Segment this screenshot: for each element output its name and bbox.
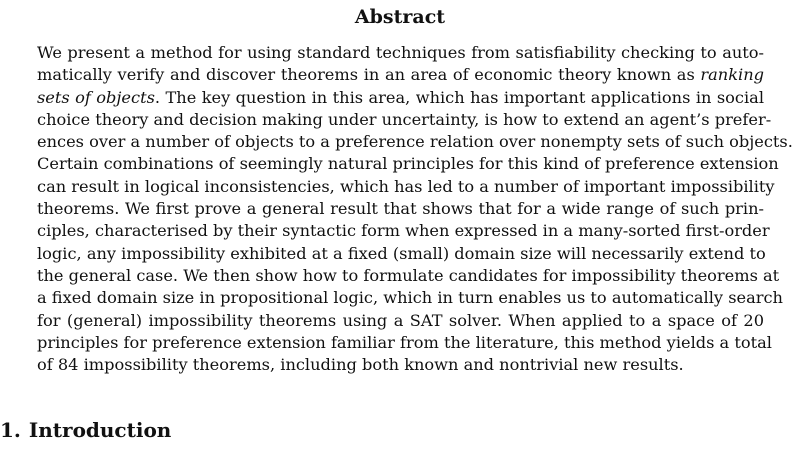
italic-term: ranking — [700, 65, 764, 85]
abstract-line: the general case. We then show how to formulate candidates for impossibility theorems at — [37, 265, 780, 285]
section-heading-introduction — [0, 416, 171, 444]
section-number: 1. — [0, 418, 21, 442]
abstract-line: a fixed domain size in propositional logic, which in turn enables us to automatically search — [37, 288, 783, 308]
section-title: Introduction — [28, 418, 172, 442]
abstract-line: can result in logical inconsistencies, which has led to a number of important impossibility — [37, 176, 775, 196]
abstract-line: ciples, characterised by their syntactic form when expressed in a many-sorted first-order — [37, 221, 770, 241]
abstract-line: We present a method for using standard techniques from satisfiability checking to auto- — [37, 43, 764, 62]
abstract-line: ences over a number of objects to a preference relation over nonempty sets of such objects. — [37, 132, 793, 152]
abstract-line: logic, any impossibility exhibited at a fixed (small) domain size will necessarily extend to — [37, 243, 766, 263]
italic-term: sets of objects — [37, 87, 155, 107]
abstract-line: of 84 impossibility theorems, including both known and nontrivial new results. — [37, 355, 684, 375]
abstract-line: matically verify and discover theorems in an area of economic theory known as ranking — [37, 65, 764, 85]
abstract-line: sets of objects. The key question in this area, which has important applications in social — [37, 87, 764, 107]
abstract-line: theorems. We first prove a general result that shows that for a wide range of such prin- — [37, 199, 764, 219]
abstract-line: for (general) impossibility theorems using a SAT solver. When applied to a space of 20 — [37, 310, 764, 330]
abstract-line: principles for preference extension familiar from the literature, this method yields a total — [37, 332, 772, 352]
abstract-line: Certain combinations of seemingly natural principles for this kind of preference extension — [37, 154, 779, 174]
abstract-heading: Abstract — [354, 6, 446, 28]
abstract-line: choice theory and decision making under uncertainty, is how to extend an agent’s prefer- — [37, 109, 772, 129]
abstract-body — [37, 42, 793, 376]
